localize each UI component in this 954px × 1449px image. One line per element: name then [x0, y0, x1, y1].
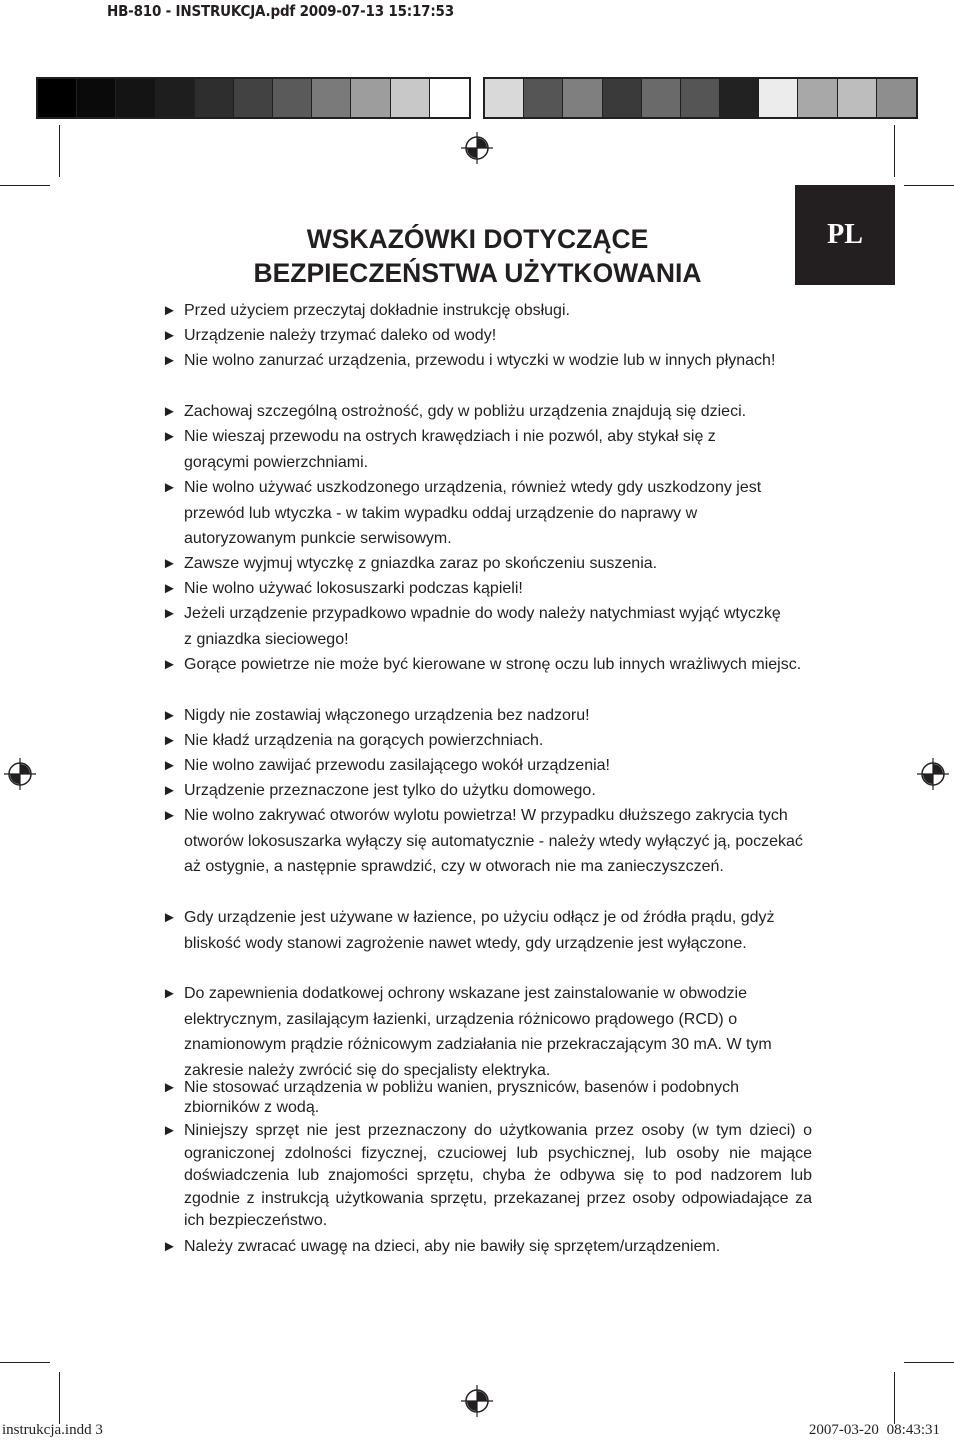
color-calibration-bar-left — [36, 77, 471, 119]
list-item: ► Przed użyciem przeczytaj dokładnie instrukcję obsługi. — [162, 298, 802, 323]
color-swatch — [116, 79, 155, 117]
crop-mark — [59, 125, 60, 177]
bullet-arrow-icon: ► — [162, 656, 177, 673]
list-item: ► Urządzenie należy trzymać daleko od wody! — [162, 323, 802, 348]
color-swatch — [838, 79, 877, 117]
color-swatch — [485, 79, 524, 117]
color-swatch — [156, 79, 195, 117]
bullet-arrow-icon: ► — [162, 352, 177, 369]
registration-mark-icon — [461, 132, 493, 164]
bullet-arrow-icon: ► — [162, 403, 177, 420]
bullet-arrow-icon: ► — [162, 1122, 177, 1139]
crop-mark — [894, 1372, 895, 1424]
color-swatch — [234, 79, 273, 117]
bullet-arrow-icon: ► — [162, 428, 177, 445]
list-item: ► Urządzenie przeznaczone jest tylko do użytku domowego. — [162, 778, 802, 803]
footer-timestamp: 2007-03-20 08:43:31 — [808, 1422, 940, 1438]
crop-mark — [59, 1372, 60, 1424]
crop-mark — [0, 185, 50, 186]
bullet-arrow-icon: ► — [162, 757, 177, 774]
bullet-arrow-icon: ► — [162, 707, 177, 724]
list-item: ► Zawsze wyjmuj wtyczkę z gniazdka zaraz po skończeniu suszenia. — [162, 551, 802, 576]
list-item: ► Nie wieszaj przewodu na ostrych krawędziach i nie pozwól, aby stykał się z gorącymi powierzchniami. — [162, 424, 784, 475]
crop-mark — [904, 1362, 954, 1363]
color-swatch — [563, 79, 602, 117]
bullet-arrow-icon: ► — [162, 555, 177, 572]
color-swatch — [759, 79, 798, 117]
bullet-arrow-icon: ► — [162, 782, 177, 799]
color-swatch — [77, 79, 116, 117]
list-item: ► Niniejszy sprzęt nie jest przeznaczony do użytkowania przez osoby (w tym dzieci) o ograniczonej zdolności fizycznej, czuciowej lub psychicznej, lub osoby nie mające doświadczenia lub znajomości sprzętu, chyba że odbywa się to pod nadzorem lub zgodnie z instrukcją użytkowania sprzętu, przekazanej przez osoby odpowiadające za ich bezpieczeństwo. — [162, 1122, 812, 1230]
list-item: ► Nie wolno używać lokosuszarki podczas kąpieli! — [162, 576, 802, 601]
list-item: ► Nigdy nie zostawiaj włączonego urządzenia bez nadzoru! — [162, 703, 802, 728]
bullet-arrow-icon: ► — [162, 985, 177, 1002]
bullet-arrow-icon: ► — [162, 732, 177, 749]
bullet-arrow-icon: ► — [162, 605, 177, 622]
color-swatch — [312, 79, 351, 117]
list-item: ► Zachowaj szczególną ostrożność, gdy w pobliżu urządzenia znajdują się dzieci. — [162, 399, 824, 424]
crop-mark — [894, 125, 895, 177]
color-swatch — [798, 79, 837, 117]
list-item: ► Do zapewnienia dodatkowej ochrony wskazane jest zainstalowanie w obwodzie elektrycznym, zasilającym łazienki, urządzenia różnicowo prądowego (RCD) o znamionowym prądzie różnicowym zadziałania nie przekraczającym 30 mA. W tym zakresie należy zwrócić się do specjalisty elektryka. — [162, 981, 804, 1078]
registration-mark-icon — [461, 1385, 493, 1417]
color-swatch — [195, 79, 234, 117]
registration-mark-icon — [917, 758, 949, 790]
bullet-arrow-icon: ► — [162, 1079, 177, 1096]
bullet-arrow-icon: ► — [162, 909, 177, 926]
language-tab: PL — [795, 185, 895, 285]
bullet-arrow-icon: ► — [162, 807, 177, 824]
list-item: ► Nie stosować urządzenia w pobliżu wanien, pryszniców, basenów i podobnych zbiorników z wodą. — [162, 1079, 739, 1116]
list-item: ► Gdy urządzenie jest używane w łazience, po użyciu odłącz je od źródła prądu, gdyż bliskość wody stanowi zagrożenie nawet wtedy, gdy urządzenie jest wyłączone. — [162, 905, 796, 981]
bullet-arrow-icon: ► — [162, 580, 177, 597]
list-item: ► Nie wolno używać uszkodzonego urządzenia, również wtedy gdy uszkodzony jest przewód lub wtyczka - w takim wypadku oddaj urządzenie do naprawy w autoryzowanym punkcie serwisowym. — [162, 475, 804, 551]
color-swatch — [877, 79, 916, 117]
color-swatch — [273, 79, 312, 117]
color-calibration-bar-right — [483, 77, 918, 119]
bullet-arrow-icon: ► — [162, 479, 177, 496]
color-swatch — [720, 79, 759, 117]
bullet-arrow-icon: ► — [162, 1238, 177, 1255]
registration-mark-icon — [4, 758, 36, 790]
color-swatch — [430, 79, 469, 117]
page-title — [150, 222, 805, 290]
color-swatch — [642, 79, 681, 117]
footer-file-info: instrukcja.indd 3 — [2, 1422, 103, 1438]
list-item: ► Nie wolno zakrywać otworów wylotu powietrza! W przypadku dłuższego zakrycia tych otworów lokosuszarka wyłączy się automatycznie - należy wtedy wyłączyć ją, poczekać aż ostygnie, a następnie sprawdzić, czy w otworach nie ma zanieczyszczeń. — [162, 803, 814, 905]
list-item: ► Nie wolno zawijać przewodu zasilającego wokół urządzenia! — [162, 753, 802, 778]
safety-instructions-list — [162, 298, 812, 1259]
list-item: ► Należy zwracać uwagę na dzieci, aby nie bawiły się sprzętem/urządzeniem. — [162, 1234, 802, 1259]
crop-mark — [0, 1362, 50, 1363]
crop-mark — [904, 185, 954, 186]
list-item: ► Gorące powietrze nie może być kierowane w stronę oczu lub innych wrażliwych miejsc. — [162, 652, 814, 703]
color-swatch — [681, 79, 720, 117]
color-swatch — [603, 79, 642, 117]
color-swatch — [38, 79, 77, 117]
bullet-arrow-icon: ► — [162, 327, 177, 344]
color-swatch — [524, 79, 563, 117]
bullet-arrow-icon: ► — [162, 302, 177, 319]
print-header: HB-810 - INSTRUKCJA.pdf 2009-07-13 15:17:53 — [107, 2, 454, 20]
color-swatch — [351, 79, 390, 117]
title-line-2: BEZPIECZEŃSTWA UŻYTKOWANIA — [253, 258, 702, 288]
list-item: ► Nie wolno zanurzać urządzenia, przewodu i wtyczki w wodzie lub w innych płynach! — [162, 348, 784, 399]
list-item: ► Nie kładź urządzenia na gorących powierzchniach. — [162, 728, 802, 753]
list-item: ► Jeżeli urządzenie przypadkowo wpadnie do wody należy natychmiast wyjąć wtyczkę z gniazdka sieciowego! — [162, 601, 784, 652]
color-swatch — [391, 79, 430, 117]
title-line-1: WSKAZÓWKI DOTYCZĄCE — [306, 224, 649, 254]
